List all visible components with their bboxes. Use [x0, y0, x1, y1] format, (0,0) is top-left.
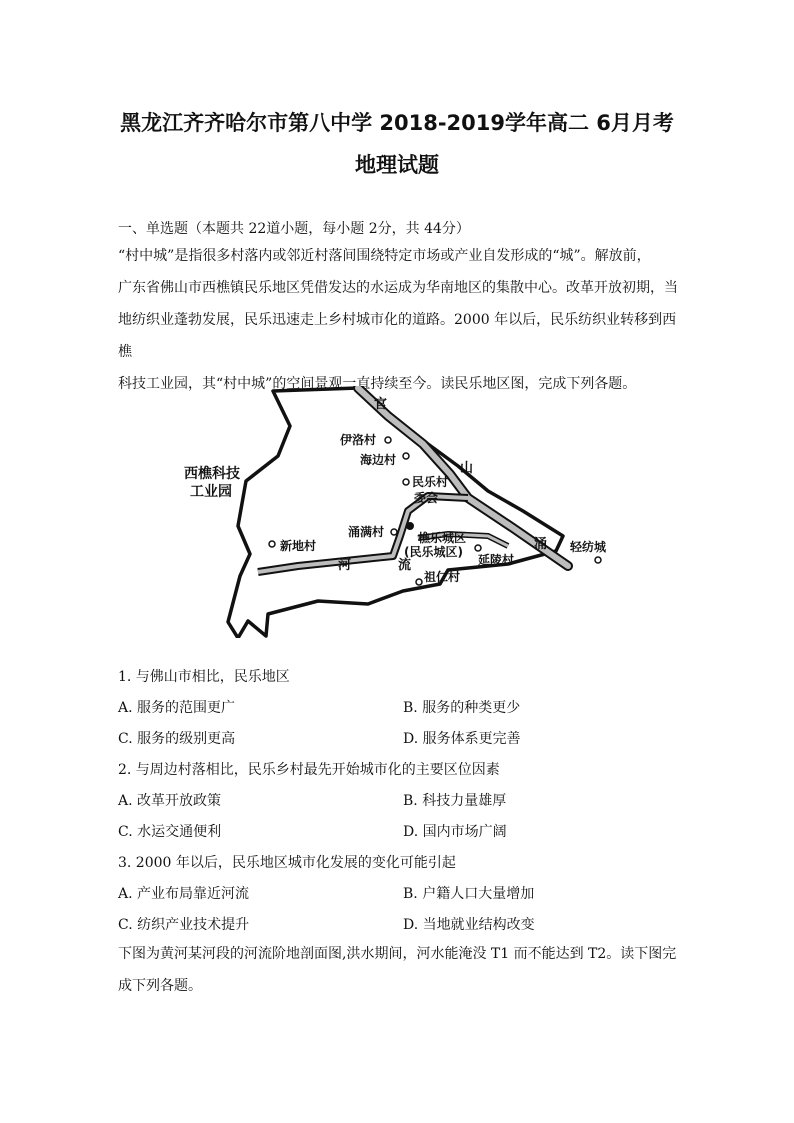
label-qiaole-1: 樵乐城区 [418, 531, 467, 545]
question-2-option-d[interactable]: D. 国内市场广阔 [403, 824, 507, 840]
label-haibian: 海边村 [360, 453, 397, 467]
passage-2-line: 下图为黄河某河段的河流阶地剖面图,洪水期间，河水能淹没 T1 而不能达到 T2。读下图完 [118, 946, 677, 962]
label-yiluo: 伊洛村 [340, 433, 377, 447]
label-xindi: 新地村 [280, 539, 317, 553]
label-zuren: 祖仁村 [424, 570, 461, 584]
passage-1 [118, 240, 680, 400]
village-marker [416, 579, 422, 585]
label-he: 河 [338, 558, 352, 573]
question-1-option-c[interactable]: C. 服务的级别更高 [118, 731, 236, 747]
question-2-option-b[interactable]: B. 科技力量雄厚 [403, 793, 507, 809]
label-shan: 山 [460, 461, 474, 476]
label-minle-2: 委会 [414, 491, 439, 505]
question-1-option-a[interactable]: A. 服务的范围更广 [118, 700, 236, 716]
label-yong: 涌 [534, 537, 548, 552]
label-textile: 轻纺城 [570, 540, 607, 554]
label-yongman: 涌满村 [348, 525, 385, 539]
passage-2 [118, 938, 680, 1002]
label-qiaole-2: (民乐城区) [404, 545, 463, 559]
village-marker [403, 453, 409, 459]
question-1-stem: 1. 与佛山市相比，民乐地区 [118, 669, 290, 685]
village-marker [475, 545, 481, 551]
question-2-stem: 2. 与周边村落相比，民乐乡村最先开始城市化的主要区位因素 [118, 762, 500, 778]
passage-1-line: 广东省佛山市西樵镇民乐地区凭借发达的水运成为华南地区的集散中心。改革开放初期，当 [118, 280, 678, 296]
question-2-option-a[interactable]: A. 改革开放政策 [118, 793, 222, 809]
question-3-option-a[interactable]: A. 产业布局靠近河流 [118, 886, 250, 902]
question-3-option-c[interactable]: C. 纺织产业技术提升 [118, 917, 250, 933]
question-2-option-c[interactable]: C. 水运交通便利 [118, 824, 222, 840]
label-minle-1: 民乐村 [412, 475, 449, 489]
village-marker [269, 541, 275, 547]
question-1-option-b[interactable]: B. 服务的种类更少 [403, 700, 521, 716]
passage-2-line: 成下列各题。 [118, 978, 202, 994]
section-heading: 一、单选题（本题共 22道小题，每小题 2分，共 44分） [118, 221, 470, 237]
label-park-2: 工业园 [190, 484, 232, 500]
passage-1-line: 科技工业园，其“村中城”的空间景观一直持续至今。读民乐地区图，完成下列各题。 [118, 376, 637, 392]
label-yanling: 延陵村 [478, 553, 515, 567]
question-3-option-d[interactable]: D. 当地就业结构改变 [403, 917, 535, 933]
question-3-option-b[interactable]: B. 户籍人口大量增加 [403, 886, 535, 902]
label-guan: 官 [374, 397, 388, 412]
page-subtitle: 地理试题 [355, 153, 439, 177]
village-marker [391, 529, 397, 535]
village-marker [385, 437, 391, 443]
passage-1-line: 地纺织业蓬勃发展，民乐迅速走上乡村城市化的道路。2000 年以后，民乐纺织业转移到西樵 [118, 312, 677, 360]
label-park-1: 西樵科技 [184, 466, 240, 482]
village-marker [403, 479, 409, 485]
label-liu: 流 [398, 558, 412, 573]
question-1-option-d[interactable]: D. 服务体系更完善 [403, 731, 521, 747]
passage-1-line: “村中城”是指很多村落内或邻近村落间围绕特定市场或产业自发形成的“城”。解放前， [118, 248, 651, 264]
minle-region-map [178, 386, 618, 638]
town-marker [406, 522, 414, 530]
page-title: 黑龙江齐齐哈尔市第八中学 2018-2019学年高二 6月月考 [120, 111, 674, 135]
question-3-stem: 3. 2000 年以后，民乐地区城市化发展的变化可能引起 [118, 855, 456, 871]
village-marker [595, 557, 601, 563]
